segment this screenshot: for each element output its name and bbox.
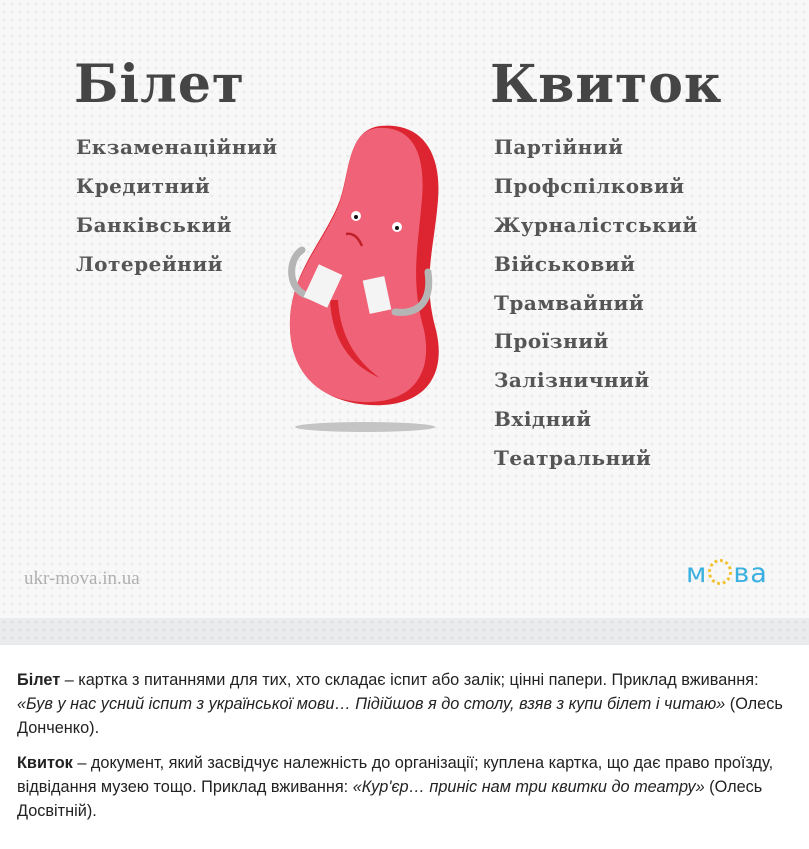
ticket-character-illustration [270, 110, 470, 440]
list-item: Профспілковий [494, 173, 685, 198]
shadow [295, 422, 435, 432]
list-item: Трамвайний [494, 290, 645, 315]
quote: «Був у нас усний іспит з української мови… Підійшов я до столу, взяв з купи білет і читаю» [17, 695, 726, 713]
source: (Олесь Донченко). [17, 695, 783, 737]
term: Квиток [17, 754, 73, 772]
left-list [76, 133, 278, 289]
definition-bilet [17, 668, 787, 740]
list-item: Залізничний [494, 368, 650, 393]
divider-band [0, 618, 809, 645]
source: (Олесь Досвітній). [17, 778, 763, 820]
site-url: ukr-mova.in.ua [24, 568, 140, 589]
definitions [17, 668, 787, 834]
definition-text: – документ, який засвідчує належність до організації; куплена картка, що дає право проїзду, відвідання музею тощо. Приклад вживання: [17, 754, 774, 796]
list-item: Лотерейний [76, 251, 223, 276]
logo-text-left: м [686, 558, 708, 589]
list-item: Кредитний [76, 173, 211, 198]
list-item: Партійний [494, 135, 624, 159]
definition-text: – картка з питаннями для тих, хто складає іспит або залік; цінні папери. Приклад вживання: [60, 671, 759, 689]
mova-logo [686, 558, 768, 589]
definition-kvytok [17, 751, 787, 823]
list-item: Військовий [494, 251, 636, 276]
list-item: Вхідний [494, 407, 592, 432]
term: Білет [17, 671, 61, 689]
quote: «Кур'єр… приніс нам три квитки до театру» [352, 778, 705, 796]
wreath-icon [708, 559, 732, 585]
list-item: Театральний [494, 446, 652, 471]
list-item: Екзаменаційний [76, 135, 278, 159]
left-title: Білет [74, 54, 246, 115]
list-item: Банківський [76, 212, 232, 237]
list-item: Проїзний [494, 329, 609, 354]
list-item: Журналістський [494, 212, 698, 237]
logo-text-right: ва [733, 558, 768, 589]
right-list [494, 133, 698, 483]
right-title: Квиток [490, 54, 723, 115]
